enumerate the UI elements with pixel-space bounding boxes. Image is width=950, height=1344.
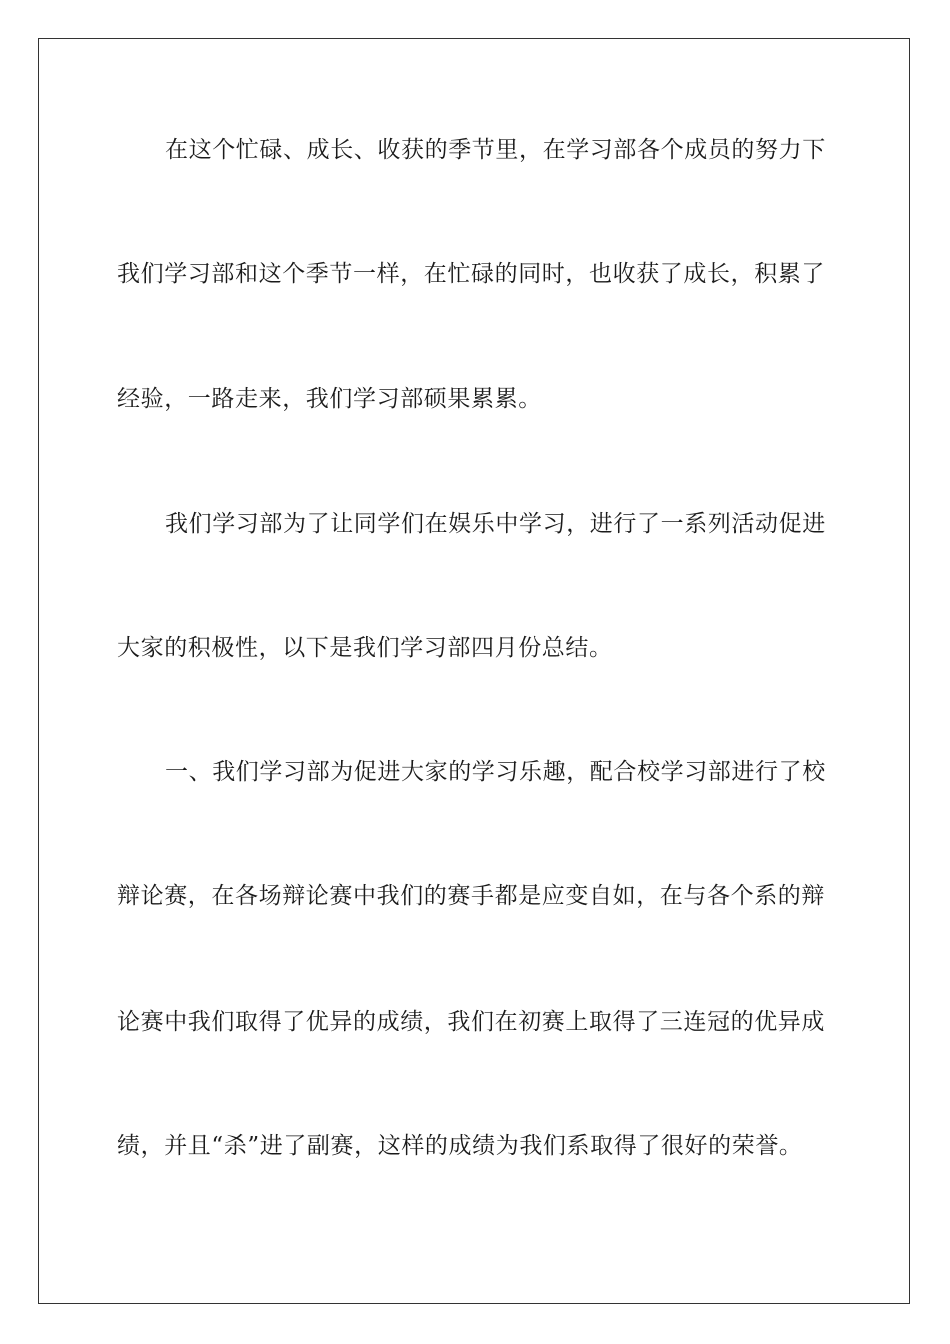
paragraph-2-line-2: 大家的积极性，以下是我们学习部四月份总结。 [117, 635, 613, 661]
paragraph-2-line-1: 我们学习部为了让同学们在娱乐中学习，进行了一系列活动促进 [165, 511, 826, 537]
paragraph-3-line-4: 绩，并且“杀”进了副赛，这样的成绩为我们系取得了很好的荣誉。 [117, 1133, 803, 1159]
paragraph-3-line-2: 辩论赛，在各场辩论赛中我们的赛手都是应变自如，在与各个系的辩 [117, 883, 825, 909]
paragraph-3-line-1: 一、我们学习部为促进大家的学习乐趣，配合校学习部进行了校 [165, 759, 826, 785]
paragraph-3-line-3: 论赛中我们取得了优异的成绩，我们在初赛上取得了三连冠的优异成 [117, 1009, 825, 1035]
paragraph-1-line-3: 经验，一路走来，我们学习部硕果累累。 [117, 386, 542, 412]
paragraph-1-line-1: 在这个忙碌、成长、收获的季节里，在学习部各个成员的努力下 [165, 137, 826, 163]
paragraph-1-line-2: 我们学习部和这个季节一样，在忙碌的同时，也收获了成长，积累了 [117, 261, 825, 287]
page-border [38, 38, 910, 1304]
